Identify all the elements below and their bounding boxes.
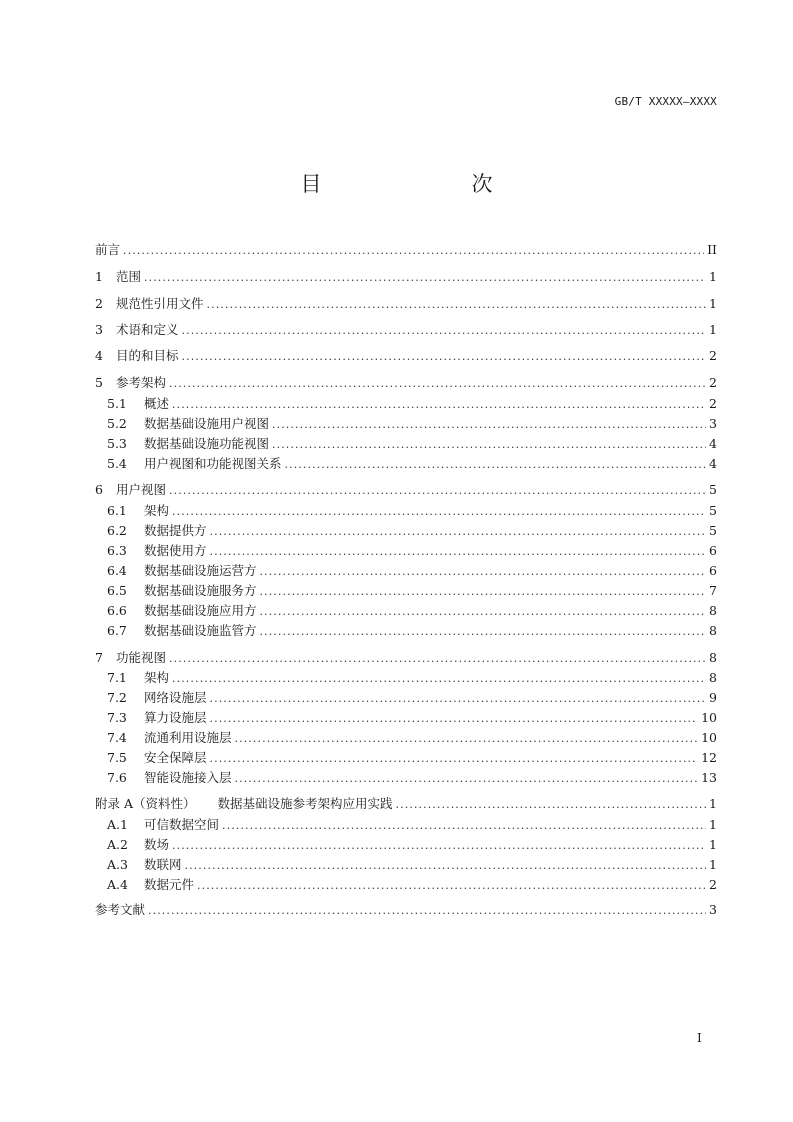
toc-entry-page: 1 [709, 837, 717, 852]
toc-entry-page: 1 [709, 269, 717, 284]
toc-entry-number: 5.2 [107, 416, 127, 431]
toc-entry-page: 2 [709, 348, 717, 363]
toc-leader-dots [210, 689, 706, 709]
toc-entry-title: 用户视图 [116, 482, 167, 497]
toc-entry-page: 1 [709, 322, 717, 337]
toc-entry-number: 7.6 [107, 770, 127, 785]
toc-leader-dots [185, 856, 706, 876]
toc-entry-number: 1 [95, 269, 103, 284]
toc-leader-dots [172, 502, 706, 522]
toc-entry-number: 6.4 [107, 563, 127, 578]
toc-entry[interactable] [95, 267, 717, 287]
toc-leader-dots [272, 415, 706, 435]
toc-entry-number: 6 [95, 482, 103, 497]
toc-entry-page: 6 [709, 543, 717, 558]
toc-entry[interactable] [107, 621, 717, 641]
toc-entry-page: 8 [709, 623, 717, 638]
toc-entry-page: 1 [709, 857, 717, 872]
toc-entry[interactable] [107, 815, 717, 835]
page-number: I [697, 1031, 702, 1045]
toc-entry-title: 规范性引用文件 [116, 296, 204, 311]
toc-entry-title: 数据基础设施监管方 [144, 623, 257, 638]
toc-entry-number: 5.4 [107, 456, 127, 471]
toc-entry[interactable] [95, 373, 717, 393]
toc-entry[interactable] [107, 501, 717, 521]
page-title: 目 次 [300, 172, 529, 196]
toc-entry-page: 1 [709, 817, 717, 832]
toc-entry-title: 范围 [116, 269, 142, 284]
toc-leader-dots [235, 769, 699, 789]
toc-entry[interactable] [107, 728, 717, 748]
toc-entry-page: 8 [709, 670, 717, 685]
toc-entry[interactable] [107, 601, 717, 621]
toc-entry[interactable] [95, 900, 717, 920]
toc-entry-title: 数联网 [144, 857, 182, 872]
toc-entry-page: 5 [709, 482, 717, 497]
toc-entry-title: 流通利用设施层 [144, 730, 232, 745]
toc-entry[interactable] [107, 708, 717, 728]
toc-leader-dots [396, 795, 706, 815]
toc-entry-title: 算力设施层 [144, 710, 207, 725]
toc-entry-title: 功能视图 [116, 650, 167, 665]
toc-entry[interactable] [95, 294, 717, 314]
toc-entry[interactable] [107, 875, 717, 895]
toc-entry-number: 7.4 [107, 730, 127, 745]
toc-leader-dots [210, 749, 699, 769]
toc-entry-title: 数据基础设施参考架构应用实践 [217, 796, 393, 811]
toc-entry-title: 目的和目标 [116, 348, 179, 363]
toc-entry-title: 安全保障层 [144, 750, 207, 765]
toc-entry[interactable] [107, 434, 717, 454]
toc-leader-dots [123, 241, 704, 261]
toc-entry-title: 用户视图和功能视图关系 [144, 456, 282, 471]
toc-entry-page: 4 [709, 436, 717, 451]
toc-entry-number: A.1 [107, 817, 128, 832]
toc-entry-number: A.2 [107, 837, 128, 852]
toc-entry-title: 架构 [144, 503, 170, 518]
toc-entry[interactable] [95, 794, 717, 814]
toc-entry-number: 7 [95, 650, 103, 665]
toc-entry-page: 5 [709, 523, 717, 538]
toc-entry-number: A.3 [107, 857, 128, 872]
toc-leader-dots [235, 729, 699, 749]
toc-entry-page: 2 [709, 396, 717, 411]
toc-entry-page: 2 [709, 375, 717, 390]
toc-leader-dots [272, 435, 706, 455]
toc-entry-page: 2 [709, 877, 717, 892]
toc-entry-page: 12 [701, 750, 717, 765]
toc-entry-number: 6.7 [107, 623, 127, 638]
toc-entry[interactable] [107, 454, 717, 474]
toc-leader-dots [210, 522, 706, 542]
toc-entry-title: 概述 [144, 396, 170, 411]
toc-entry[interactable] [107, 688, 717, 708]
toc-entry-title: 网络设施层 [144, 690, 207, 705]
toc-leader-dots [182, 321, 706, 341]
toc-entry-page: 8 [709, 603, 717, 618]
toc-entry-title: 术语和定义 [116, 322, 179, 337]
toc-entry-title: 数据提供方 [144, 523, 207, 538]
toc-entry[interactable] [107, 835, 717, 855]
toc-entry-title: 数据基础设施应用方 [144, 603, 257, 618]
toc-entry-number: A.4 [107, 877, 128, 892]
toc-entry-title: 数据元件 [144, 877, 195, 892]
toc-entry-page: 3 [709, 902, 717, 917]
standard-code: GB/T XXXXX—XXXX [614, 95, 717, 108]
toc-leader-dots [172, 669, 706, 689]
toc-leader-dots [207, 295, 706, 315]
toc-entry[interactable] [95, 346, 717, 366]
toc-leader-dots [172, 836, 706, 856]
toc-leader-dots [182, 347, 706, 367]
toc-entry[interactable] [95, 320, 717, 340]
toc-entry[interactable] [107, 855, 717, 875]
toc-entry-page: 5 [709, 503, 717, 518]
toc-entry-title: 数据基础设施运营方 [144, 563, 257, 578]
toc-entry-title: 数据基础设施服务方 [144, 583, 257, 598]
toc-entry[interactable] [107, 541, 717, 561]
toc-leader-dots [148, 901, 706, 921]
toc-entry-page: 13 [701, 770, 717, 785]
toc-entry-number: 6.5 [107, 583, 127, 598]
toc-entry-page: II [707, 242, 717, 257]
toc-entry-number: 6.6 [107, 603, 127, 618]
toc-leader-dots [260, 562, 706, 582]
toc-entry[interactable] [107, 561, 717, 581]
toc-entry[interactable] [107, 768, 717, 788]
toc-entry-title: 数据使用方 [144, 543, 207, 558]
toc-entry-number: 7.2 [107, 690, 127, 705]
toc-entry[interactable] [95, 648, 717, 668]
toc-entry-title: 参考架构 [116, 375, 167, 390]
toc-entry-title: 数场 [144, 837, 170, 852]
toc-entry-page: 6 [709, 563, 717, 578]
toc-entry-title: 前言 [95, 242, 121, 257]
toc-leader-dots [260, 622, 706, 642]
toc-entry-number: 5.1 [107, 396, 127, 411]
toc-leader-dots [169, 374, 706, 394]
toc-entry-number: 3 [95, 322, 103, 337]
toc-leader-dots [210, 542, 706, 562]
toc-entry-title: 数据基础设施用户视图 [144, 416, 270, 431]
toc-entry[interactable] [107, 414, 717, 434]
toc-entry[interactable] [107, 668, 717, 688]
toc-entry-number: 5.3 [107, 436, 127, 451]
toc-leader-dots [260, 602, 706, 622]
toc-entry-number: 6.1 [107, 503, 127, 518]
toc-entry[interactable] [95, 240, 717, 260]
toc-entry-number: 7.1 [107, 670, 127, 685]
toc-entry-page: 7 [709, 583, 717, 598]
toc-leader-dots [169, 649, 706, 669]
toc-entry-title: 架构 [144, 670, 170, 685]
toc-entry-page: 1 [709, 296, 717, 311]
toc-entry[interactable] [107, 748, 717, 768]
toc-entry-number: 6.3 [107, 543, 127, 558]
toc-leader-dots [222, 816, 706, 836]
toc-entry-number: 7.3 [107, 710, 127, 725]
toc-leader-dots [144, 268, 706, 288]
toc-entry-number: 7.5 [107, 750, 127, 765]
toc-entry-title: 数据基础设施功能视图 [144, 436, 270, 451]
toc-entry-title: 参考文献 [95, 902, 146, 917]
toc-leader-dots [210, 709, 699, 729]
toc-entry[interactable] [107, 394, 717, 414]
toc-entry[interactable] [95, 480, 717, 500]
toc-entry-page: 4 [709, 456, 717, 471]
toc-entry-number: 2 [95, 296, 103, 311]
toc-leader-dots [169, 481, 706, 501]
toc-entry-number: 附录 A（资料性） [95, 796, 196, 811]
toc-entry[interactable] [107, 521, 717, 541]
toc-entry-number: 5 [95, 375, 103, 390]
toc-entry-title: 智能设施接入层 [144, 770, 232, 785]
toc-entry-title: 可信数据空间 [144, 817, 220, 832]
toc-entry-page: 1 [709, 796, 717, 811]
toc-entry-page: 3 [709, 416, 717, 431]
toc-entry-page: 9 [709, 690, 717, 705]
toc-leader-dots [172, 395, 706, 415]
toc-entry-page: 8 [709, 650, 717, 665]
toc-entry-page: 10 [701, 710, 717, 725]
toc-leader-dots [197, 876, 706, 896]
toc-entry-page: 10 [701, 730, 717, 745]
toc-leader-dots [260, 582, 706, 602]
toc-leader-dots [285, 455, 706, 475]
toc-entry-number: 6.2 [107, 523, 127, 538]
toc-entry-number: 4 [95, 348, 103, 363]
toc-entry[interactable] [107, 581, 717, 601]
